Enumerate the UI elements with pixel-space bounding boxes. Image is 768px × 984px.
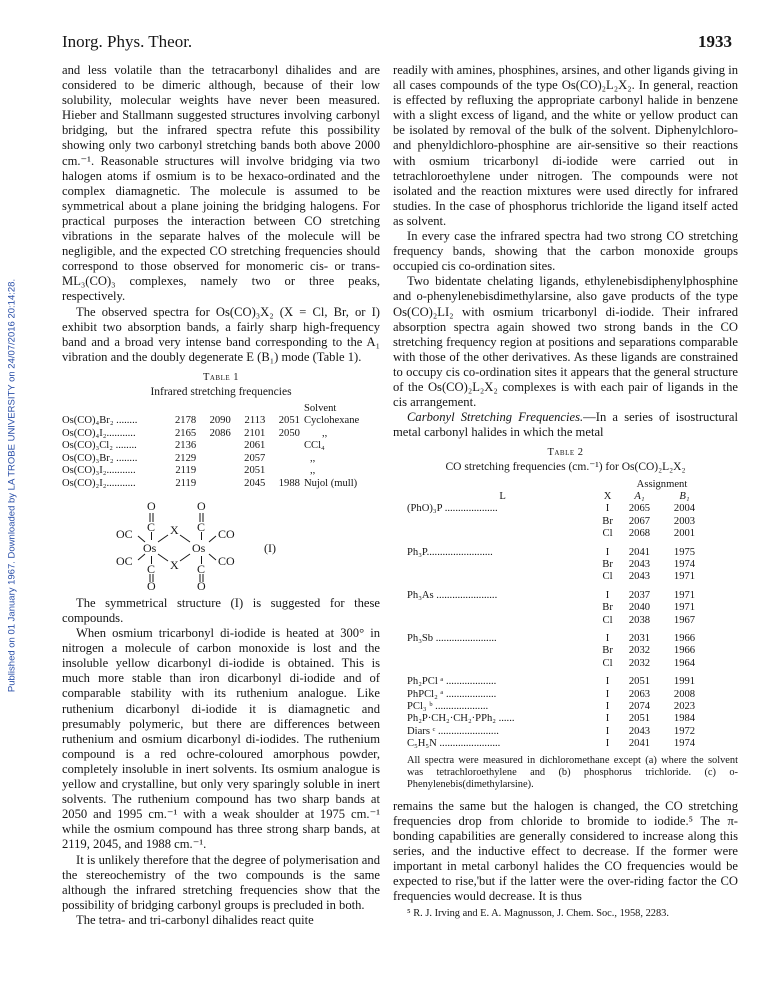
table-row bbox=[407, 701, 707, 713]
ligand-cell: PhPCl₂ ᵃ ................... bbox=[407, 688, 497, 700]
footnote: ⁵ R. J. Irving and E. A. Magnusson, J. Chem. Soc., 1958, 2283. bbox=[407, 908, 669, 920]
value-cell bbox=[200, 453, 235, 465]
table1-title: Infrared stretching frequencies bbox=[150, 385, 292, 398]
solvent-cell: ,, bbox=[309, 465, 316, 477]
table-row bbox=[407, 689, 707, 701]
a1-cell: 2043 bbox=[628, 571, 651, 583]
b1-cell: 2003 bbox=[673, 515, 696, 527]
b1-cell: 1974 bbox=[673, 558, 696, 570]
right-column bbox=[393, 63, 738, 920]
atom-label: X bbox=[170, 557, 179, 572]
table-row bbox=[407, 584, 707, 602]
section-heading: Carbonyl Stretching Frequencies. bbox=[407, 410, 584, 425]
table-row bbox=[62, 465, 380, 477]
table-row bbox=[62, 428, 380, 440]
halogen-cell: I bbox=[605, 676, 610, 688]
paragraph: Two bidentate chelating ligands, ethylenebisdiphenylphosphine and o-phenylenebisdimethylarsine, also gave products of the type Os(CO)₂LI₂ with osmium tricarbonyl di-iodide. Their infrared absorption spectra again showed two strong bands in the CO stretching frequency region at positions and separations comparable with those of the other derivatives. As these ligands are constrained to occupy cis co-ordination sites it appears that the general structure of the Os(CO)₂L₂X₂ complexes is with each pair of ligands in the cis arrangement. bbox=[393, 274, 738, 410]
table-row bbox=[407, 645, 707, 657]
value-cell: 2101 bbox=[244, 427, 266, 439]
atom-label: X bbox=[170, 522, 179, 537]
paragraph: In every case the infrared spectra had two strong CO stretching frequency bands, showing that the carbon monoxide groups occupied cis co-ordination sites. bbox=[393, 229, 738, 274]
table-row bbox=[407, 738, 707, 750]
col-header-X: X bbox=[603, 490, 612, 502]
atom-label: O bbox=[147, 498, 156, 513]
halogen-cell: Cl bbox=[602, 571, 613, 583]
paragraph: The symmetrical structure (I) is suggested for these compounds. bbox=[62, 595, 380, 625]
a1-cell: 2051 bbox=[628, 676, 651, 688]
value-cell: 2086 bbox=[209, 427, 231, 439]
table-row bbox=[407, 528, 707, 540]
atom-label: CO bbox=[218, 526, 235, 541]
a1-cell: 2074 bbox=[628, 701, 651, 713]
halogen-cell: Br bbox=[602, 645, 613, 657]
empty-cell bbox=[407, 571, 598, 583]
b1-cell: 2004 bbox=[673, 503, 696, 515]
b1-cell: 1991 bbox=[673, 676, 696, 688]
compound-cell: Os(CO)₂I₂........... bbox=[62, 477, 136, 489]
value-cell: 2090 bbox=[209, 415, 231, 427]
compound-cell: Os(CO)₃I₂........... bbox=[62, 465, 136, 477]
a1-cell: 2038 bbox=[628, 614, 651, 626]
download-watermark[interactable]: Published on 01 January 1967. Downloaded by LA TROBE UNIVERSITY on 24/07/2016 20:14:28. bbox=[6, 278, 18, 693]
value-cell bbox=[200, 440, 235, 452]
compound-cell: Os(CO)₃Cl₂ ........ bbox=[62, 440, 137, 452]
table-row bbox=[407, 602, 707, 614]
b1-cell: 1971 bbox=[673, 602, 696, 614]
a1-cell: 2032 bbox=[628, 645, 651, 657]
solvent-cell: ,, bbox=[309, 452, 316, 464]
a1-cell: 2063 bbox=[628, 688, 651, 700]
b1-cell: 1966 bbox=[673, 645, 696, 657]
structure-diagram bbox=[62, 498, 380, 590]
structure-label: (I) bbox=[264, 540, 276, 555]
atom-label: O bbox=[197, 498, 206, 513]
value-cell: 2129 bbox=[174, 452, 197, 464]
table-row bbox=[407, 615, 707, 627]
atom-label: OC bbox=[116, 526, 133, 541]
col-header-B1: B₁ bbox=[679, 490, 690, 502]
solvent-header: Solvent bbox=[303, 403, 337, 415]
compound-cell: Os(CO)₄Br₂ ........ bbox=[62, 415, 138, 427]
a1-cell: 2067 bbox=[628, 515, 651, 527]
compound-cell: Os(CO)₄I₂........... bbox=[62, 427, 136, 439]
b1-cell: 2001 bbox=[673, 528, 696, 540]
halogen-cell: I bbox=[605, 713, 610, 725]
ligand-cell: Ph₃P......................... bbox=[407, 546, 493, 558]
halogen-cell: I bbox=[605, 738, 610, 750]
a1-cell: 2043 bbox=[628, 725, 651, 737]
paragraph: remains the same but the halogen is changed, the CO stretching frequencies drop from chloride to bromide to iodide.⁵ The π-bonding capabilities are generally considered to increase along this series, and the inductive effect to decrease. If the former were important in metal carbonyl halides the CO frequencies would be expected to rise,'but if the latter were the over-riding factor the CO frequencies would decrease. It is thus bbox=[393, 798, 738, 904]
ligand-cell: Ph₃Sb ....................... bbox=[407, 633, 497, 644]
atom-label: C bbox=[197, 519, 206, 534]
halogen-cell: I bbox=[605, 546, 610, 558]
value-cell: 2045 bbox=[244, 477, 266, 489]
solvent-cell: Nujol (mull) bbox=[303, 477, 358, 489]
a1-cell: 2041 bbox=[628, 546, 651, 558]
b1-cell: 1984 bbox=[673, 713, 696, 725]
table2 bbox=[407, 479, 707, 751]
halogen-cell: Cl bbox=[602, 657, 613, 669]
table2-caption: Table 2 bbox=[547, 447, 584, 459]
table-row bbox=[407, 627, 707, 645]
halogen-cell: I bbox=[605, 701, 610, 713]
b1-cell: 2023 bbox=[673, 701, 696, 713]
atom-label: Os bbox=[192, 540, 206, 555]
halogen-cell: Br bbox=[602, 602, 613, 614]
b1-cell: 1967 bbox=[673, 614, 696, 626]
empty-cell bbox=[407, 516, 598, 528]
empty-cell bbox=[407, 559, 598, 571]
atom-label: OC bbox=[116, 553, 133, 568]
table2-footnote: All spectra were measured in dichloromethane except (a) where the solvent was tetrachloroethylene and (b) phosphorus trichloride. (c) o-Phenylenebis(dimethylarsine). bbox=[407, 754, 738, 790]
paragraph: readily with amines, phosphines, arsines, and other ligands giving in all cases compounds of the type Os(CO)₂L₂X₂. In general, reaction is effected by refluxing the appropriate carbonyl halide in benzene with a slight excess of ligand, and the white or yellow product can be isolated by removal of the bulk of the solvent. Diphenylchloro- and phenyldichloro-phosphine are air-sensitive so their reactions with osmium tricarbonyl di-iodide were carried out in tetrachloroethylene under nitrogen. The compounds were not isolated and the reaction mixtures were used directly for infrared studies. In the case of phosphorus trichloride the ligand itself acted as solvent. bbox=[393, 63, 738, 228]
table1-caption: Table 1 bbox=[202, 371, 240, 383]
table-row bbox=[62, 478, 380, 490]
table-row bbox=[62, 453, 380, 465]
paragraph: It is unlikely therefore that the degree of polymerisation and the stereochemistry of the two compounds is the same although the infrared stretching frequencies show that the possibility of bridging carbonyl groups is precluded in both. bbox=[62, 852, 380, 912]
halogen-cell: Cl bbox=[602, 614, 613, 626]
value-cell: 2113 bbox=[244, 415, 266, 427]
paragraph-text: —In a series of isostructural metal carbonyl halides in which the metal bbox=[393, 410, 738, 440]
atom-label: C bbox=[147, 561, 156, 576]
solvent-cell: CCl₄ bbox=[303, 440, 325, 452]
table2-body bbox=[407, 503, 707, 750]
table1 bbox=[62, 403, 380, 490]
halogen-cell: I bbox=[605, 725, 610, 737]
table-row bbox=[407, 658, 707, 670]
empty-cell bbox=[407, 602, 598, 614]
halogen-cell: I bbox=[605, 633, 610, 644]
value-cell: 2057 bbox=[244, 452, 266, 464]
table-row bbox=[407, 713, 707, 725]
value-cell: 2136 bbox=[174, 440, 197, 452]
table-header-row bbox=[62, 403, 380, 415]
col-header-A1: A₁ bbox=[634, 490, 645, 502]
atom-label: Os bbox=[143, 540, 157, 555]
halogen-cell: I bbox=[605, 688, 610, 700]
a1-cell: 2040 bbox=[628, 602, 651, 614]
paragraph: The tetra- and tri-carbonyl dihalides react quite bbox=[76, 912, 314, 927]
atom-label: C bbox=[147, 519, 156, 534]
a1-cell: 2068 bbox=[628, 528, 651, 540]
table-row bbox=[407, 559, 707, 571]
a1-cell: 2065 bbox=[628, 503, 651, 515]
a1-cell: 2051 bbox=[628, 713, 651, 725]
structure-svg bbox=[114, 498, 334, 590]
empty-cell bbox=[407, 658, 598, 670]
paragraph: When osmium tricarbonyl di-iodide is heated at 300° in nitrogen a molecule of carbon monoxide is lost and the insoluble yellow dicarbonyl di-iodide is obtained. This is much more stable than iron dicarbonyl di-iodide and of comparable stability with its ruthenium analogue. Like ruthenium dicarbonyl di-iodide it is diamagnetic and presumably polymeric, but there are differences between ruthenium and osmium dicarbonyl di-iodides. The ruthenium compound is a red ochre-coloured amorphous powder, completely insoluble in inert solvents. Its osmium analogue is yellow and crystalline, but only very sparingly soluble in inert solvents. The ruthenium compound has two sharp bands at 2050 and 1995 cm.⁻¹ with a weak shoulder at 1975 cm.⁻¹ while the osmium compound has three strong sharp bands, at 2119, 2045, and 1988 cm.⁻¹. bbox=[62, 626, 380, 852]
value-cell bbox=[269, 465, 304, 477]
a1-cell: 2041 bbox=[628, 738, 651, 750]
value-cell: 1988 bbox=[278, 477, 300, 489]
atom-label: CO bbox=[218, 553, 235, 568]
a1-cell: 2043 bbox=[628, 558, 651, 570]
b1-cell: 1971 bbox=[673, 589, 696, 601]
empty-cell bbox=[407, 615, 598, 627]
b1-cell: 2008 bbox=[673, 688, 696, 700]
a1-cell: 2031 bbox=[628, 633, 651, 644]
solvent-cell: Cyclohexane bbox=[303, 415, 360, 427]
value-cell: 2061 bbox=[244, 440, 266, 452]
ligand-cell: Ph₃As ....................... bbox=[407, 589, 498, 601]
table-row bbox=[407, 516, 707, 528]
solvent-cell: ,, bbox=[321, 427, 328, 439]
value-cell: 2119 bbox=[175, 477, 197, 489]
table-row bbox=[407, 503, 707, 515]
empty-cell bbox=[407, 645, 598, 657]
page-number: 1933 bbox=[698, 32, 732, 51]
table-header-row bbox=[407, 479, 707, 491]
table-row bbox=[407, 541, 707, 559]
empty-cell bbox=[407, 528, 598, 540]
b1-cell: 1964 bbox=[673, 657, 696, 669]
ligand-cell: PCl₃ ᵇ .................... bbox=[407, 701, 489, 713]
value-cell bbox=[200, 465, 235, 477]
ligand-cell: Ph₂P·CH₂·CH₂·PPh₂ ...... bbox=[407, 713, 515, 725]
table-row bbox=[62, 440, 380, 452]
ligand-cell: (PhO)₃P .................... bbox=[407, 503, 498, 515]
table2-title: CO stretching frequencies (cm.⁻¹) for Os(CO)₂L₂X₂ bbox=[445, 461, 686, 474]
ligand-cell: C₅H₅N ....................... bbox=[407, 738, 501, 750]
b1-cell: 1975 bbox=[673, 546, 696, 558]
value-cell: 2119 bbox=[175, 465, 197, 477]
atom-label: O bbox=[197, 578, 206, 590]
left-column bbox=[62, 63, 380, 928]
a1-cell: 2032 bbox=[628, 657, 651, 669]
value-cell: 2051 bbox=[278, 415, 300, 427]
table-row bbox=[62, 415, 380, 427]
atom-label: O bbox=[147, 578, 156, 590]
halogen-cell: Cl bbox=[602, 528, 613, 540]
value-cell: 2050 bbox=[278, 427, 300, 439]
b1-cell: 1974 bbox=[673, 738, 696, 750]
value-cell bbox=[269, 440, 304, 452]
paragraph: and less volatile than the tetracarbonyl dihalides and are considered to be dimeric although, because of their low solubility, molecular weights have never been measured. Hieber and Stallmann suggested structures involving carbonyl bridging, but the infrared spectra refute this possibility showing only two carbonyl stretching bands both above 2000 cm.⁻¹. Reasonable structures will involve bridging via two halogen atoms if osmium is to be hexaco-ordinated and the complex diamagnetic. The molecule is assumed to be symmetrical about a plane joining the bridging halogens. For practical purposes the interaction between CO stretching vibrations in the separate halves of the molecule will be negligible, and the expected CO stretching frequencies should correspond to those observed for monomeric cis- or trans-ML₃(CO)₃ complexes, namely two or three peaks, respectively. bbox=[62, 63, 380, 304]
b1-cell: 1966 bbox=[673, 633, 696, 644]
assignment-header: Assignment bbox=[636, 478, 688, 490]
halogen-cell: Br bbox=[602, 515, 613, 527]
ligand-cell: Ph₂PCl ᵃ ................... bbox=[407, 676, 497, 688]
table-row bbox=[407, 571, 707, 583]
table-row bbox=[407, 726, 707, 738]
compound-cell: Os(CO)₃Br₂ ........ bbox=[62, 452, 138, 464]
col-header-L: L bbox=[499, 490, 506, 502]
halogen-cell: I bbox=[605, 589, 610, 601]
atom-label: C bbox=[197, 561, 206, 576]
value-cell: 2178 bbox=[174, 415, 197, 427]
b1-cell: 1972 bbox=[673, 725, 696, 737]
table-row bbox=[407, 670, 707, 688]
value-cell: 2165 bbox=[174, 427, 197, 439]
ligand-cell: Diars ᶜ ....................... bbox=[407, 725, 499, 737]
halogen-cell: Br bbox=[602, 558, 613, 570]
halogen-cell: I bbox=[605, 503, 610, 515]
value-cell: 2051 bbox=[244, 465, 266, 477]
journal-title: Inorg. Phys. Theor. bbox=[62, 32, 193, 51]
paragraph: The observed spectra for Os(CO)₃X₂ (X = Cl, Br, or I) exhibit two absorption bands, a fairly sharp high-frequency band and a broad very intense band corresponding to the A₁ vibration and the doubly degenerate E (B₁) mode (Table 1). bbox=[62, 304, 380, 364]
a1-cell: 2037 bbox=[628, 589, 651, 601]
table-header-row bbox=[407, 491, 707, 503]
value-cell bbox=[200, 478, 235, 490]
b1-cell: 1971 bbox=[673, 571, 696, 583]
paragraph bbox=[393, 410, 738, 440]
value-cell bbox=[269, 453, 304, 465]
